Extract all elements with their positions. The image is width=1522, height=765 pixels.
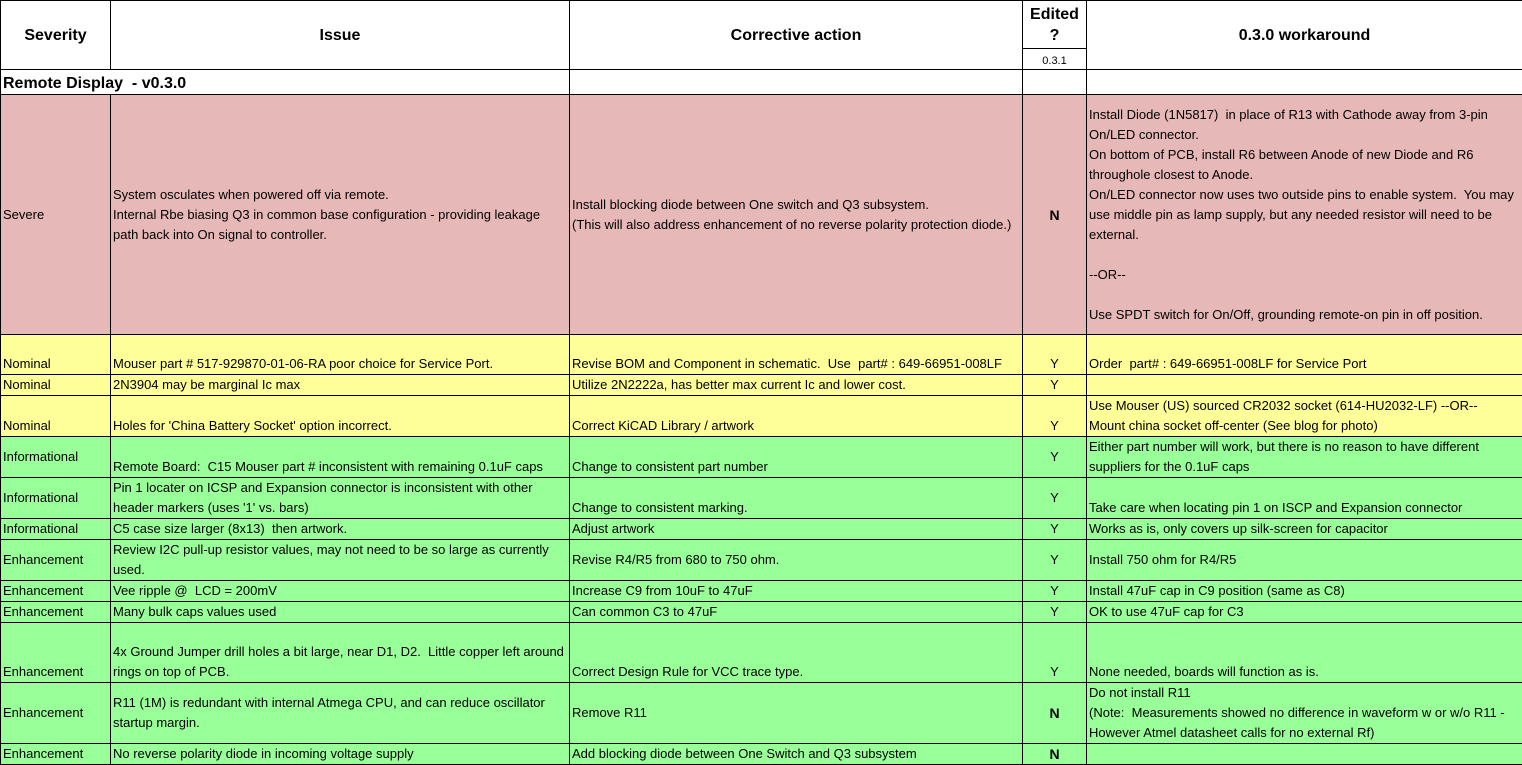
table-row xyxy=(1,95,1522,335)
row-action: Revise R4/R5 from 680 to 750 ohm. xyxy=(570,540,1023,581)
row-action: Add blocking diode between One Switch and Q3 subsystem xyxy=(570,744,1023,765)
table-row xyxy=(1,335,1522,375)
row-issue: Remote Board: C15 Mouser part # inconsistent with remaining 0.1uF caps xyxy=(111,437,570,478)
row-severity: Enhancement xyxy=(1,683,111,744)
row-issue: Pin 1 locater on ICSP and Expansion connector is inconsistent with other header markers (uses '1' vs. bars) xyxy=(111,478,570,519)
row-severity: Enhancement xyxy=(1,623,111,683)
row-workaround: Either part number will work, but there is no reason to have different suppliers for the 0.1uF caps xyxy=(1087,437,1522,478)
row-workaround: Do not install R11 (Note: Measurements showed no difference in waveform w or w/o R11 - However Atmel datasheet calls for no external Rf) xyxy=(1087,683,1522,744)
row-action: Utilize 2N2222a, has better max current Ic and lower cost. xyxy=(570,375,1023,396)
row-edited: Y xyxy=(1023,375,1087,396)
row-edited: N xyxy=(1023,744,1087,765)
row-workaround: Install 750 ohm for R4/R5 xyxy=(1087,540,1522,581)
row-severity: Enhancement xyxy=(1,540,111,581)
row-workaround: Works as is, only covers up silk-screen for capacitor xyxy=(1087,519,1522,540)
row-edited: Y xyxy=(1023,540,1087,581)
row-action: Correct KiCAD Library / artwork xyxy=(570,396,1023,437)
table-row xyxy=(1,683,1522,744)
row-action: Change to consistent marking. xyxy=(570,478,1023,519)
table-row xyxy=(1,437,1522,478)
row-issue: Mouser part # 517-929870-01-06-RA poor choice for Service Port. xyxy=(111,335,570,375)
row-severity: Informational xyxy=(1,437,111,478)
section-blank xyxy=(1023,70,1087,95)
row-edited: Y xyxy=(1023,519,1087,540)
row-edited: Y xyxy=(1023,602,1087,623)
header-severity: Severity xyxy=(1,1,111,70)
row-issue: Vee ripple @ LCD = 200mV xyxy=(111,581,570,602)
table-row xyxy=(1,540,1522,581)
row-issue: Holes for 'China Battery Socket' option incorrect. xyxy=(111,396,570,437)
row-severity: Nominal xyxy=(1,375,111,396)
row-issue: System osculates when powered off via remote. Internal Rbe biasing Q3 in common base configuration - providing leakage path back into On signal to controller. xyxy=(111,95,570,335)
row-action: Increase C9 from 10uF to 47uF xyxy=(570,581,1023,602)
row-issue: Review I2C pull-up resistor values, may not need to be so large as currently used. xyxy=(111,540,570,581)
row-action: Correct Design Rule for VCC trace type. xyxy=(570,623,1023,683)
row-severity: Enhancement xyxy=(1,602,111,623)
row-workaround: Install Diode (1N5817) in place of R13 with Cathode away from 3-pin On/LED connector. On bottom of PCB, install R6 between Anode of new Diode and R6 throughole closest to Anode. On/LED connector now uses two outside pins to enable system. You may use middle pin as lamp supply, but any needed resistor will need to be external. --OR-- Use SPDT switch for On/Off, grounding remote-on pin in off position. xyxy=(1087,95,1522,335)
row-workaround: Order part# : 649-66951-008LF for Service Port xyxy=(1087,335,1522,375)
row-action: Remove R11 xyxy=(570,683,1023,744)
row-edited: Y xyxy=(1023,581,1087,602)
table-row xyxy=(1,519,1522,540)
row-workaround: OK to use 47uF cap for C3 xyxy=(1087,602,1522,623)
row-action: Install blocking diode between One switch and Q3 subsystem. (This will also address enhancement of no reverse polarity protection diode.) xyxy=(570,95,1023,335)
row-edited: N xyxy=(1023,95,1087,335)
row-issue: Many bulk caps values used xyxy=(111,602,570,623)
row-workaround xyxy=(1087,375,1522,396)
table-row xyxy=(1,396,1522,437)
row-severity: Nominal xyxy=(1,396,111,437)
row-severity: Severe xyxy=(1,95,111,335)
row-edited: Y xyxy=(1023,437,1087,478)
row-action: Change to consistent part number xyxy=(570,437,1023,478)
row-severity: Informational xyxy=(1,478,111,519)
table-row xyxy=(1,744,1522,765)
header-corrective-action: Corrective action xyxy=(570,1,1023,70)
table-row xyxy=(1,623,1522,683)
row-severity: Informational xyxy=(1,519,111,540)
section-blank xyxy=(570,70,1023,95)
row-issue: C5 case size larger (8x13) then artwork. xyxy=(111,519,570,540)
table-row xyxy=(1,478,1522,519)
row-severity: Enhancement xyxy=(1,581,111,602)
section-blank xyxy=(1087,70,1522,95)
row-severity: Nominal xyxy=(1,335,111,375)
header-issue: Issue xyxy=(111,1,570,70)
table-row xyxy=(1,375,1522,396)
row-edited: N xyxy=(1023,683,1087,744)
table-row xyxy=(1,581,1522,602)
section-title: Remote Display - v0.3.0 xyxy=(1,70,570,95)
row-issue: R11 (1M) is redundant with internal Atmega CPU, and can reduce oscillator startup margin. xyxy=(111,683,570,744)
row-edited: Y xyxy=(1023,478,1087,519)
row-action: Revise BOM and Component in schematic. Use part# : 649-66951-008LF xyxy=(570,335,1023,375)
table-row xyxy=(1,602,1522,623)
row-workaround: Use Mouser (US) sourced CR2032 socket (614-HU2032-LF) --OR-- Mount china socket off-center (See blog for photo) xyxy=(1087,396,1522,437)
row-edited: Y xyxy=(1023,335,1087,375)
row-issue: No reverse polarity diode in incoming voltage supply xyxy=(111,744,570,765)
row-severity: Enhancement xyxy=(1,744,111,765)
row-issue: 4x Ground Jumper drill holes a bit large, near D1, D2. Little copper left around rings on top of PCB. xyxy=(111,623,570,683)
row-action: Can common C3 to 47uF xyxy=(570,602,1023,623)
row-action: Adjust artwork xyxy=(570,519,1023,540)
row-workaround: None needed, boards will function as is. xyxy=(1087,623,1522,683)
row-issue: 2N3904 may be marginal Ic max xyxy=(111,375,570,396)
row-workaround xyxy=(1087,744,1522,765)
header-workaround: 0.3.0 workaround xyxy=(1087,1,1522,70)
header-edited: Edited ? xyxy=(1023,1,1087,49)
row-workaround: Install 47uF cap in C9 position (same as C8) xyxy=(1087,581,1522,602)
header-edited-version: 0.3.1 xyxy=(1023,49,1087,70)
row-workaround: Take care when locating pin 1 on ISCP and Expansion connector xyxy=(1087,478,1522,519)
row-edited: Y xyxy=(1023,396,1087,437)
row-edited: Y xyxy=(1023,623,1087,683)
